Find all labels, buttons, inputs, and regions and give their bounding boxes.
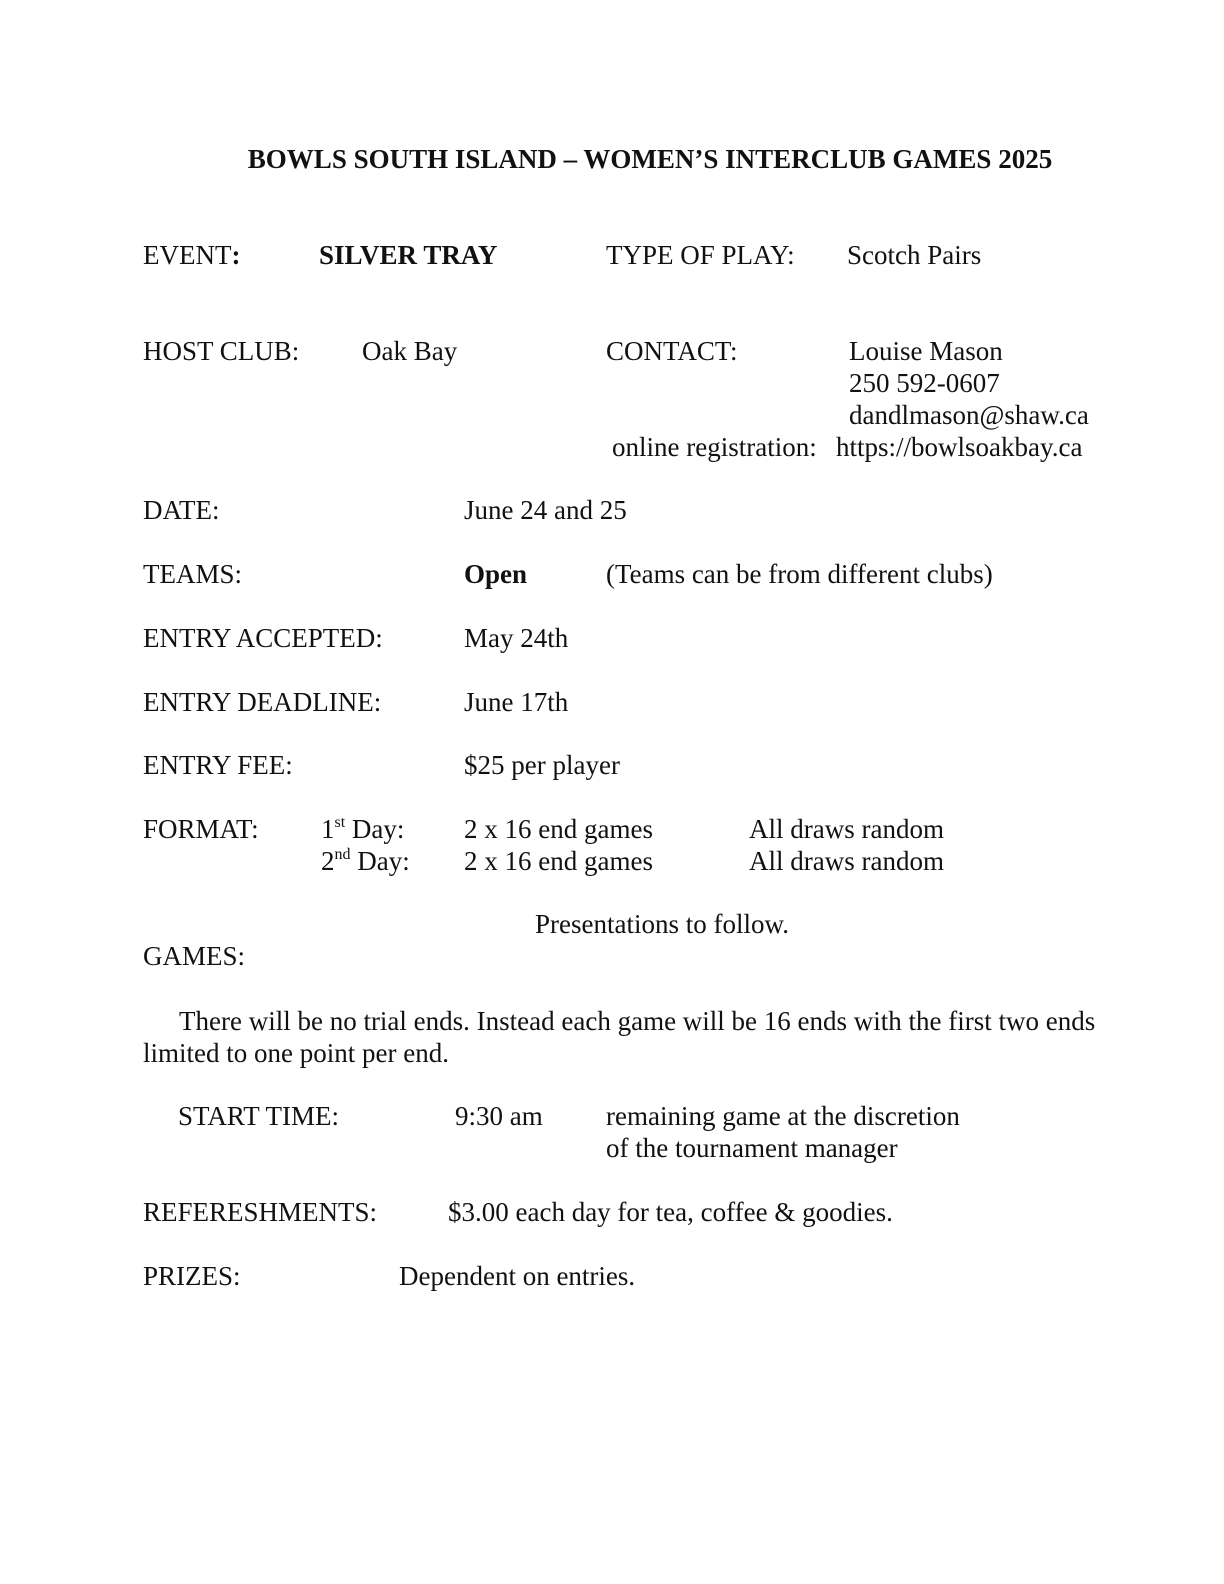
- format-day-2-suffix: nd: [334, 846, 351, 863]
- date-label: DATE:: [143, 495, 220, 525]
- prizes-label: PRIZES:: [143, 1261, 241, 1291]
- games-description-line-1: There will be no trial ends. Instead each game will be 16 ends with the first two ends: [179, 1006, 1096, 1036]
- entry-accepted-value: May 24th: [464, 623, 569, 653]
- page-title: BOWLS SOUTH ISLAND – WOMEN’S INTERCLUB GAMES 2025: [247, 144, 1053, 174]
- start-time-value: 9:30 am: [455, 1101, 543, 1131]
- games-description: [143, 1005, 1143, 1069]
- teams-label: TEAMS:: [143, 559, 243, 589]
- event-value: SILVER TRAY: [319, 240, 498, 270]
- event-label: [143, 239, 240, 271]
- online-registration-label: online registration:: [612, 432, 817, 462]
- start-time-note-2: of the tournament manager: [606, 1133, 898, 1163]
- format-day-2-draws: All draws random: [749, 846, 944, 876]
- format-day-2: [321, 845, 410, 877]
- format-day-1-draws: All draws random: [749, 814, 944, 844]
- refreshments-label: REFERESHMENTS:: [143, 1197, 378, 1227]
- contact-label: CONTACT:: [606, 336, 738, 366]
- type-of-play-value: Scotch Pairs: [847, 240, 982, 270]
- format-day-2-text: Day:: [350, 846, 410, 876]
- event-label-text: EVENT: [143, 240, 232, 270]
- presentations-note: Presentations to follow.: [535, 909, 789, 939]
- start-time-note-1: remaining game at the discretion: [606, 1101, 960, 1131]
- entry-accepted-label: ENTRY ACCEPTED:: [143, 623, 383, 653]
- contact-phone: 250 592-0607: [849, 368, 1000, 398]
- refreshments-value: $3.00 each day for tea, coffee & goodies.: [448, 1197, 893, 1227]
- date-value: June 24 and 25: [464, 495, 627, 525]
- format-day-1-num: 1: [321, 814, 335, 844]
- teams-note: (Teams can be from different clubs): [606, 559, 993, 589]
- games-label: GAMES:: [143, 941, 246, 971]
- entry-deadline-label: ENTRY DEADLINE:: [143, 687, 382, 717]
- prizes-value: Dependent on entries.: [399, 1261, 636, 1291]
- format-day-2-games: 2 x 16 end games: [464, 846, 653, 876]
- host-club-value: Oak Bay: [362, 336, 458, 366]
- online-registration-link[interactable]: https://bowlsoakbay.ca: [836, 432, 1083, 462]
- contact-email[interactable]: dandlmason@shaw.ca: [849, 400, 1089, 430]
- event-label-colon: :: [231, 240, 241, 270]
- format-day-1-games: 2 x 16 end games: [464, 814, 653, 844]
- format-day-1-text: Day:: [345, 814, 405, 844]
- entry-fee-value: $25 per player: [464, 750, 620, 780]
- host-club-label: HOST CLUB:: [143, 336, 300, 366]
- entry-deadline-value: June 17th: [464, 687, 569, 717]
- contact-name: Louise Mason: [849, 336, 1003, 366]
- games-description-line-2: limited to one point per end.: [143, 1038, 449, 1068]
- format-day-1: [321, 813, 404, 845]
- entry-fee-label: ENTRY FEE:: [143, 750, 293, 780]
- teams-value: Open: [464, 559, 528, 589]
- format-label: FORMAT:: [143, 814, 259, 844]
- format-day-2-num: 2: [321, 846, 335, 876]
- start-time-label: START TIME:: [178, 1101, 339, 1131]
- type-of-play-label: TYPE OF PLAY:: [606, 240, 795, 270]
- format-day-1-suffix: st: [334, 814, 346, 831]
